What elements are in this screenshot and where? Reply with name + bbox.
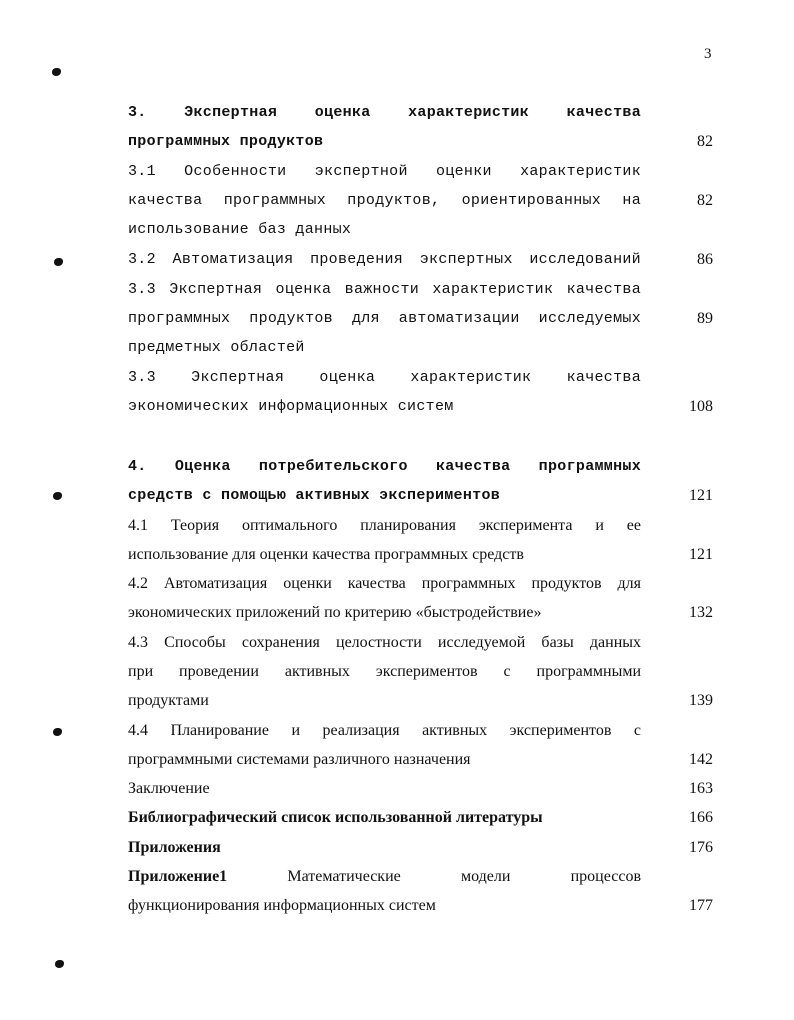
toc-entry-page: 86 <box>697 251 713 268</box>
toc-entry-line: предметных областей <box>128 339 305 356</box>
toc-entry-line: 4.1 Теория оптимального планирования эксперимента и ее <box>128 517 641 534</box>
toc-entry-page: 82 <box>697 133 713 150</box>
toc-entry-line: программных продуктов <box>128 133 324 150</box>
toc-entry-line: 4.2 Автоматизация оценки качества программных продуктов для <box>128 575 641 592</box>
toc-entry-line: использование баз данных <box>128 221 352 238</box>
toc-entry-page: 108 <box>689 398 713 415</box>
toc-entry-page: 142 <box>689 751 713 768</box>
toc-entry-page: 121 <box>689 487 713 504</box>
toc-entry-line: Приложения <box>128 839 221 856</box>
toc-entry-page: 132 <box>689 604 713 621</box>
toc-entry-line: средств с помощью активных экспериментов <box>128 487 501 504</box>
toc-entry-line: 3.1 Особенности экспертной оценки характеристик <box>128 163 641 180</box>
toc-entry-line: программных продуктов для автоматизации исследуемых <box>128 310 641 327</box>
toc-entry-line: 3.3 Экспертная оценка характеристик качества <box>128 369 641 386</box>
toc-entry-page: 166 <box>689 809 713 826</box>
toc-entry-page: 139 <box>689 692 713 709</box>
toc-entry-page: 176 <box>689 839 713 856</box>
toc-entry-line: продуктами <box>128 692 209 709</box>
toc-entry-line: 4. Оценка потребительского качества программных <box>128 458 641 475</box>
toc-entry-line: функционирования информационных систем <box>128 897 436 914</box>
toc-entry-page: 163 <box>689 780 713 797</box>
toc-entry-line <box>128 862 641 891</box>
toc-entry-line: при проведении активных экспериментов с программными <box>128 663 641 680</box>
toc-entry-page: 82 <box>697 192 713 209</box>
toc-entry-page: 89 <box>697 310 713 327</box>
toc-entry-line: экономических информационных систем <box>128 398 454 415</box>
toc-entry-line: экономических приложений по критерию «быстродействие» <box>128 604 542 621</box>
toc-entry-line: программными системами различного назначения <box>128 751 471 768</box>
appendix-1-label: Приложение1 Математические модели процессов <box>128 868 641 885</box>
appendix-1-prefix: Приложение1 <box>128 868 228 885</box>
page-number: 3 <box>704 46 712 62</box>
toc-entry-line: 3. Экспертная оценка характеристик качества <box>128 104 641 121</box>
scan-speck-3 <box>53 492 62 500</box>
toc-entry-line: 4.3 Способы сохранения целостности исследуемой базы данных <box>128 634 641 651</box>
scan-speck-1 <box>52 68 61 76</box>
toc-entry-line: Заключение <box>128 780 210 797</box>
toc-entry-line: 4.4 Планирование и реализация активных экспериментов с <box>128 722 641 739</box>
scan-speck-5 <box>55 960 64 968</box>
toc-entry-line: 3.2 Автоматизация проведения экспертных исследований <box>128 251 641 268</box>
toc-entry-line: использование для оценки качества программных средств <box>128 546 524 563</box>
scan-speck-2 <box>54 258 63 266</box>
toc-entry-line: качества программных продуктов, ориентированных на <box>128 192 641 209</box>
toc-entry-page: 177 <box>689 897 713 914</box>
toc-entry-line: 3.3 Экспертная оценка важности характеристик качества <box>128 281 641 298</box>
toc-entry-page: 121 <box>689 546 713 563</box>
scan-speck-4 <box>53 728 62 736</box>
toc-entry-line: Библиографический список использованной литературы <box>128 809 543 826</box>
